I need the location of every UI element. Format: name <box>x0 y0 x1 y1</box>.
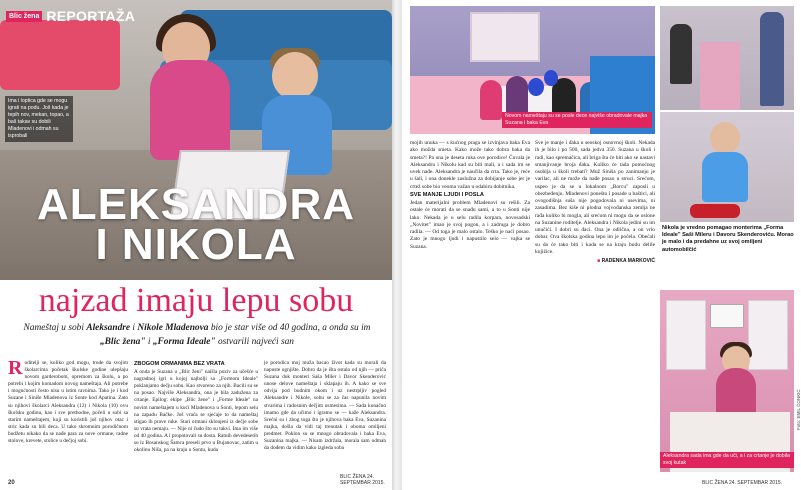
section-heading: ZBOGOM ORMANIMA BEZ VRATA <box>134 361 225 367</box>
wall-board <box>710 304 744 328</box>
photo-credit: Foto: EMIL ČONKIĆ <box>796 389 801 430</box>
folio-left <box>8 480 19 486</box>
headline-line-2: I NIKOLA <box>95 220 297 269</box>
desk-photo <box>660 290 794 472</box>
section-rubric <box>6 8 135 24</box>
girl-figure <box>150 60 230 160</box>
body-column-2: ZBOGOM ORMANIMA BEZ VRATA A onda je Suzana u „Blic ženi" naišla poziv za učešće u nagradnoj igri u kojoj najbolji sa „Formom Ideale" poklanjamo dečju sobu. Kao stvoreno za njih. Bacili su se na posao. Najviše Aleksandra, ona je bila zadužena za crtanje. Epilog: ekipe „Blic žene" i „Forme Ideale" na novim nameštajem u kući Mladenova u Sonti, lepom selu na zapadu Bačke. Još vraća se sjećaje to da nameštaj stigao ih prave ruke. Stari ormani sklonjeni iz dečje sobe su vrata nemaju. — Nije ni čudo što su takvi. Ima im više od 40 godina. A i propotovali su dosta. Ratnih devedesetih su iz Bosanskog Šamca preseli prvo u Bujanovac, zatim u okolinu Niša, pa na kraju u Sontu, kuda <box>134 361 258 454</box>
body-column-5: Sve je manje i đaka u seoskoj osnovnoj školi. Nekada ih je bilo i po 500, sada jedva 350. Suzana u školi i radi, kao spremačica, ali briga šta će biti ako se nastavi smanjivanje broja đaka. Koliko će tada pomoćnog osoblja u školi trebati? Muž Siniša po zanimanju je varilac, ali ne može da nađe posao u struci. Srećom, uspeo je da se u lokalnom „Borcu" zaposli u obezbeđenju. Mladenovi ponešto i posade u baštici, ali ovogodišnja suša nije pogodovala ni usevima, ni zasadima. Bez kiše ni plodna vojvođanska zemlja ne rađa koliko bi mogla, ali srećom ni mogu da se oslone na Suzanine roditelje. Aleksandra i Nikola jedini su im unučići. I dobri su đaci. Ona je odlična, a on vrlo dobar. Ova školska godina lepo im je počela. Obećali su da će tako biti i kada se na kraju budu delile knjižice. ■ RADENKA MARKOVIĆ <box>535 140 655 264</box>
body-column-3: je porodica moj muža bacao život kada su morali da napuste ognjište. Dobro da je išta ostalo od njih — priča Suzana dok monteri Saša Miler i Davor Skenderović unose delove nameštaja i sklapaju ih. A kako se sve odvija pod budnim okom i uz nestrpljiv pogled Aleksandre i Nikole, sobu se za čas napunila novim stvarima i radosnim dečjim osmesima. — Sada konačno imamo gde da učimo i igramo se — kaže Aleksandra. Srećni su i zbog toga što je njihova baka Eva, Suzanina majka, došla da vidi taj trenutak i oboma omiljeni predmet. Poklon su se mnogo obradovala i baka Eva, Suzanina majka. — Nisam izdržala, morala sam odmah da dođem da vidim kako izgleda soba <box>264 360 386 452</box>
body-column-4: mojih unuka — s kućnog praga se izvinjava baka Eva ako možda smeta. Kako može tako dobra baka da smeta?! Pa ona je deseta ruka ove porodice! Čuvala je Aleksandru i Nikolu kad su bili mali, a i sada im se uvek nađe. Aleksandra je naučila da crta. Tako je, reće u šali, i ona donekle zaslužna za dobijanje sobe jer je crtež sobe bio veoma važan u odabiru dobitnika. SVE MANJE LJUDI I POSLA Jedan materijalni problem Mladenovi su rešili. Za ostale će morati da se snađu sami, a to u Sonti nije lako. Nekada je u selu radila korpara, novosadski „Novitet" imao je svoj pogon, a i zadruga je dobro radila. — Od toga je malo ostalo. Teško je naći posao. Zato je mnogo ljudi i napustilo selo — vajka se Suzana. <box>410 140 530 250</box>
photo-caption-family: Novom nameštaju su se posle dece najviše obradovale majka Suzana i baka Eva <box>502 112 652 128</box>
left-page <box>0 0 392 490</box>
body-column-1: R oditelji se, koliko god mogu, trude da svojim školarcima početak školske godine ulepšaju novom garderobom, opremom za školu, a po potrebi i kojim komadom novog nameštaja. Ali potrebe i mogućnosti često nisu u istim ravnima. Tako je i kod Suzane i Siniše Mladenova iz Sonte kod Apatina. Zato su njihovi školarci Aleksandra (12) i Nikola (10) ovu školsku godinu, kao i sve prethodne, počeli u sobi sa starim nameštajem, koji su koristili još njihov otac i stric kada su bili deca. U tako skromnim porodičnom budžetu nikako da se nađe para za nove ormane, radne stolove, krevete, stolice u dečjoj sobi. <box>8 357 128 445</box>
headline-line-1: ALEKSANDRA <box>37 180 355 229</box>
wall-shelf <box>470 12 540 62</box>
photo-caption-desk: Aleksandra sada ima gde da uči, a i za crtanje je dobila svoj kutak <box>660 452 794 468</box>
rubric-label: REPORTAŽA <box>46 8 136 24</box>
author-signature: ■ RADENKA MARKOVIĆ <box>597 258 655 264</box>
page-number: 20 <box>8 480 15 486</box>
body-columns-right <box>410 140 655 265</box>
spread-gutter <box>392 0 402 490</box>
pink-cushion <box>0 20 120 90</box>
headline <box>0 180 392 269</box>
workers-photo <box>660 6 794 110</box>
balloon <box>544 70 558 86</box>
drop-cap: R <box>8 357 23 379</box>
photo-caption-boy: Nikola je vredno pomagao monterima „Forma Ideale" Saši Mileru i Davoru Skenderoviću. Morao je malo i da predahne uz svoj omiljeni automobilčić <box>662 225 794 253</box>
folio-date: BLIC ŽENA 24. SEPTEMBAR 2015. <box>340 474 385 486</box>
magazine-logo: Blic žena <box>6 11 42 22</box>
right-page <box>402 0 800 490</box>
body-columns-left <box>8 357 386 455</box>
lede-paragraph: Nameštaj u sobi Aleksandre i Nikole Mladenova bio je star više od 40 godina, a onda su im „Blic žena" i „Forma Ideale" ostvarili najveći san <box>23 323 371 347</box>
balloon <box>528 78 544 96</box>
hero-photo <box>0 0 392 280</box>
boy-photo <box>660 112 794 222</box>
toy-car <box>690 204 740 218</box>
section-heading: SVE MANJE LJUDI I POSLA <box>410 191 484 198</box>
hero-caption: Ima i loptica gde se mogu igrati na podu. Još kada je tepih nov, mekan, topao, a baš takav su dobili Mladenovi i odmah su isprobali <box>5 96 73 142</box>
subheadline: najzad imaju lepu sobu <box>38 282 354 319</box>
folio-right: BLIC ŽENA 24. SEPTEMBAR 2015. <box>702 480 783 486</box>
